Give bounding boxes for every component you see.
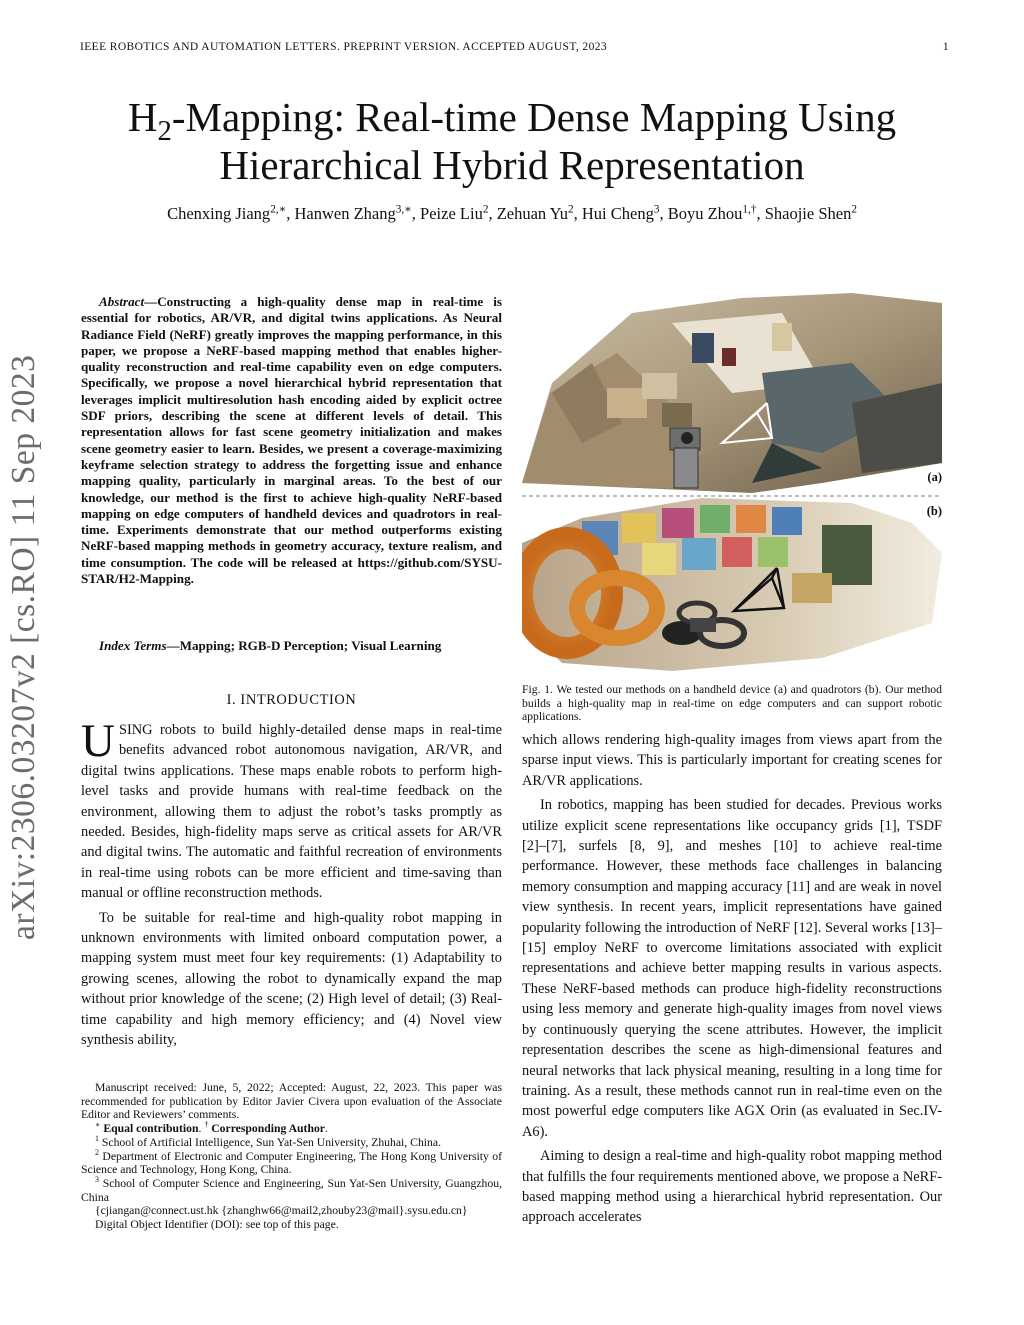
footnote-contribution: ∗ Equal contribution. † Corresponding Author. bbox=[95, 1120, 328, 1136]
index-terms-text: —Mapping; RGB-D Perception; Visual Learning bbox=[166, 638, 442, 653]
right-paragraph-1: which allows rendering high-quality images from views apart from the sparse input views. This is particularly important for creating scenes for AR/VR applications. bbox=[522, 732, 942, 789]
author-list: Chenxing Jiang$^{2,∗}$, Hanwen Zhang$^{3,∗}$, Peize Liu$^2$, Zehuan Yu$^2$, Hui Cheng$^3$, Boyu Zhou$^{1,\dagger}$, Shaojie Shen$^2$ bbox=[167, 203, 857, 223]
panel-a-label: (a) bbox=[927, 470, 942, 484]
right-paragraph-3: Aiming to design a real-time and high-quality robot mapping method that fulfills the four requirements mentioned above, we propose a NeRF-based mapping method using a hierarchical hybrid representation. Our approach accelerates bbox=[522, 1148, 942, 1226]
drop-cap: U bbox=[81, 715, 115, 767]
title-h: H bbox=[127, 94, 158, 140]
panel-b-scene bbox=[522, 498, 942, 671]
author: Shaojie Shen$^2$ bbox=[764, 203, 857, 223]
section-heading: I. INTRODUCTION bbox=[226, 692, 357, 708]
footnote-emails: {cjiangan@connect.ust.hk {zhanghw66@mail2,zhouby23@mail}.sysu.edu.cn} bbox=[95, 1204, 468, 1218]
running-title: IEEE ROBOTICS AND AUTOMATION LETTERS. PREPRINT VERSION. ACCEPTED AUGUST, 2023 bbox=[80, 41, 608, 53]
abstract-label: Abstract bbox=[99, 294, 145, 309]
index-terms bbox=[81, 638, 502, 654]
running-header bbox=[80, 41, 949, 53]
footnotes bbox=[81, 1081, 502, 1232]
paper-title bbox=[60, 93, 964, 189]
arxiv-id: arXiv:2306.03207v2 [cs.RO] 11 Sep 2023 bbox=[5, 354, 42, 940]
figure-1 bbox=[522, 293, 942, 671]
author: Hui Cheng$^3$ bbox=[581, 203, 660, 223]
intro-left-column bbox=[81, 715, 502, 1051]
footnote-affiliation-1: $^1$ School of Artificial Intelligence, Sun Yat-Sen University, Zhuhai, China. bbox=[95, 1133, 441, 1149]
author: Chenxing Jiang$^{2,∗}$ bbox=[167, 203, 287, 223]
panel-a-scene bbox=[522, 293, 942, 493]
handheld-device bbox=[670, 428, 700, 488]
title-subscript: 2 bbox=[157, 115, 172, 148]
figure-1-image bbox=[522, 293, 942, 671]
panel-b-label: (b) bbox=[926, 504, 942, 518]
intro-paragraph-2: To be suitable for real-time and high-quality robot mapping in unknown environments with limited onboard computation power, a mapping system must meet four key requirements: (1) Adaptability to growing scenes, allowing the robot to dynamically expand the map without prior knowledge of the scene; (2) High level of detail; (3) Real-time capability and high memory efficiency; and (4) Novel view synthesis ability, bbox=[81, 909, 502, 1049]
index-terms-label: Index Terms bbox=[99, 638, 167, 653]
intro-right-column bbox=[522, 730, 942, 1228]
figure-1-caption: Fig. 1. We tested our methods on a handheld device (a) and quadrotors (b). Our method builds a high-quality map in real-time on edge computers and can support robotic applications. bbox=[522, 683, 942, 724]
footnote-doi: Digital Object Identifier (DOI): see top of this page. bbox=[95, 1218, 339, 1232]
author: Peize Liu$^2$ bbox=[420, 203, 489, 223]
footnote-affiliation-3: $^3$ School of Computer Science and Engineering, Sun Yat-Sen University, Guangzhou, China bbox=[81, 1175, 502, 1204]
author: Boyu Zhou$^{1,\dagger}$ bbox=[667, 203, 757, 223]
abstract-text: —Constructing a high-quality dense map in real-time is essential for robotics, AR/VR, and digital twins applications. As Neural Radiance Field (NeRF) greatly improves the mapping performance, in this paper, we propose a NeRF-based mapping method that enables higher-quality reconstruction and real-time capability even on edge computers. Specifically, we propose a novel hierarchical hybrid representation that leverages implicit multiresolution hash encoding aided by explicit octree SDF priors, describing the scene at different levels of detail. This representation allows for fast scene geometry initialization and makes scene geometry easier to learn. Besides, we present a coverage-maximizing keyframe selection strategy to address the forgetting issue and enhance mapping quality, particularly in marginal areas. To the best of our knowledge, our method is the first to achieve high-quality NeRF-based mapping on edge computers of handheld devices and quadrotors in real-time. Experiments demonstrate that our method outperforms existing NeRF-based mapping methods in geometry accuracy, texture realism, and time consumption. The code will be released at https://github.com/SYSU-STAR/H2-Mapping. bbox=[81, 294, 502, 587]
abstract bbox=[81, 294, 502, 587]
author: Zehuan Yu$^2$ bbox=[496, 203, 574, 223]
author: Hanwen Zhang$^{3,∗}$ bbox=[294, 203, 412, 223]
title-line1: -Mapping: Real-time Dense Mapping Using bbox=[171, 94, 897, 140]
footnote-affiliation-2: $^2$ Department of Electronic and Computer Engineering, The Hong Kong University of Science and Technology, Hong Kong, China. bbox=[81, 1147, 502, 1177]
page-number: 1 bbox=[942, 41, 949, 53]
footnote-manuscript: Manuscript received: June, 5, 2022; Accepted: August, 22, 2023. This paper was recommended for publication by Editor Javier Civera upon evaluation of the Associate Editor and Reviewers’ comments. bbox=[81, 1081, 502, 1122]
intro-paragraph-1: USING robots to build highly-detailed dense maps in real-time benefits advanced robot autonomous navigation, AR/VR, and digital twins applications. These maps enable robots to perform high-level tasks and provide humans with real-time feedback on the environment, allowing them to adjust the robot’s tasks promptly as needed. Besides, high-fidelity maps serve as critical assets for AR/VR and digital twins. The automatic and faithful recreation of environments in real-time using robots can be more efficient and time-saving than manual or offline reconstruction methods. bbox=[81, 715, 502, 902]
title-line2: Hierarchical Hybrid Representation bbox=[219, 142, 805, 188]
right-paragraph-2: In robotics, mapping has been studied for decades. Previous works utilize explicit scene representations like occupancy grids [1], TSDF [2]–[7], surfels [8, 9], and meshes [10] to achieve real-time performance. However, these methods face challenges in balancing memory consumption and mapping accuracy [11] and are weak in novel view synthesis. In recent years, implicit representations have gained popularity following the introduction of NeRF [12]. Several works [13]–[15] employ NeRF to overcome limitations associated with explicit representations and achieve better mapping results in various aspects. These NeRF-based methods can produce high-fidelity reconstructions using less memory and generate high-quality images from novel views by continuously querying the scene attributes. However, the implicit representation describes the scene as high-dimensional features and neural networks that lack physical meaning, resulting in a long time for training. As a result, these methods cannot run in real-time even on the most powerful edge computers like AGX Orin (as evaluated in Sec.IV-A6). bbox=[522, 797, 942, 1140]
